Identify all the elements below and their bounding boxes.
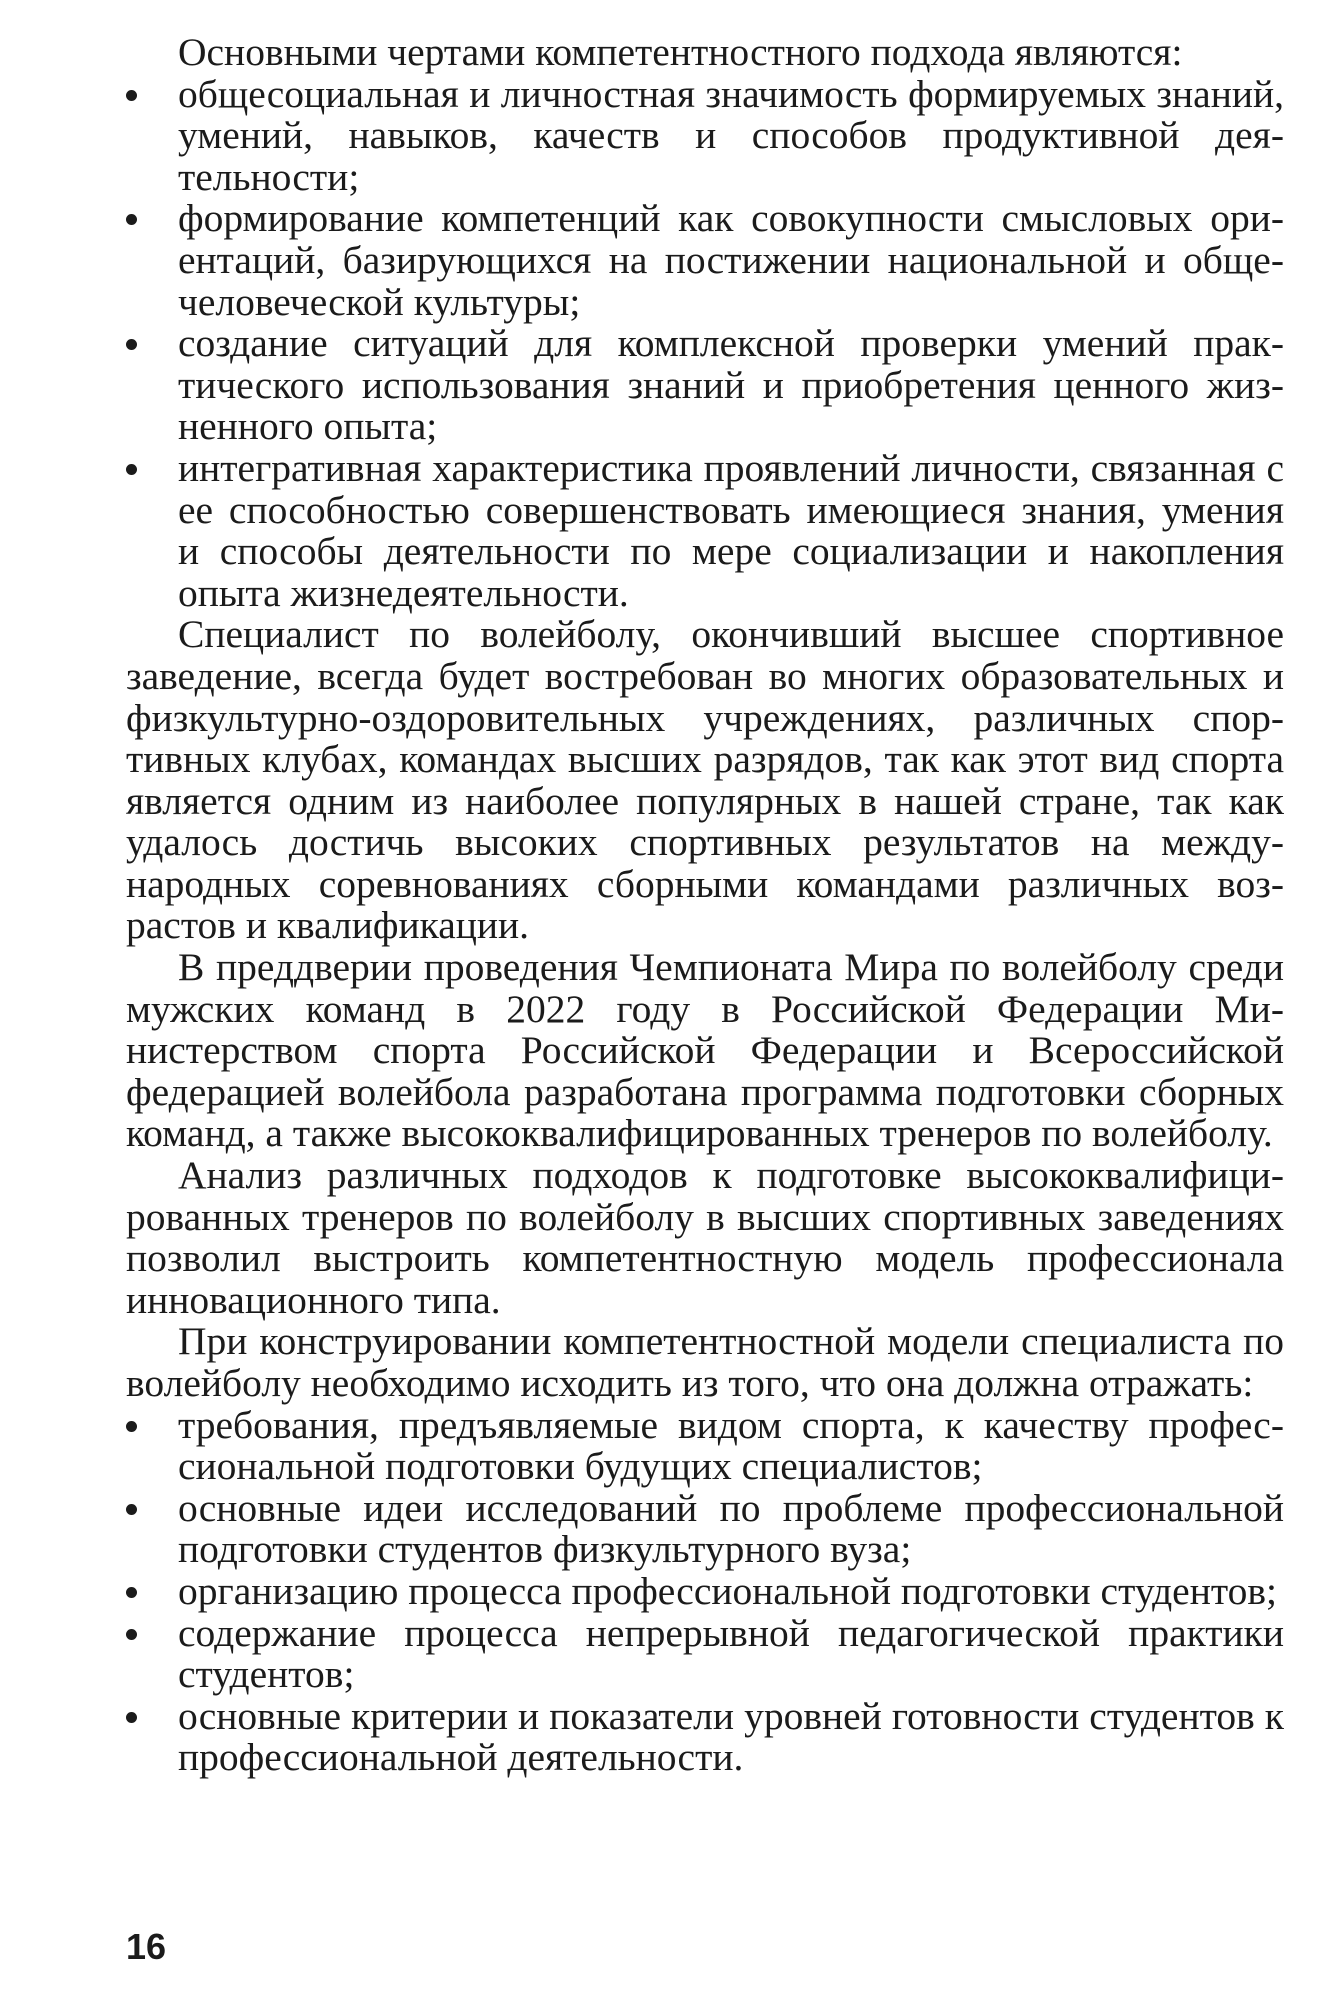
list-item-text: основные идеи исследований по проблеме профессиональной подготовки студентов физкультурного вуза; xyxy=(178,1485,1284,1572)
list-item-text: интегративная характеристика проявлений личности, связанная с ее способностью совершенствовать имеющиеся знания, умения и способы деятельности по мере социализации и накопления опыта жизнедеятельности. xyxy=(178,445,1284,615)
list-item xyxy=(126,1610,1284,1697)
paragraph-specialist: Специалист по волейболу, окончивший высшее спортивное заведение, всегда будет востребован во многих образовательных и физкультурно-оздоровительных учреждениях, различных спортивных клубах, командах высших разрядов, так как этот вид спорта является одним из наиболее популярных в нашей стране, так как удалось достичь высоких спортивных результатов на международных соревнованиях сборными командами различных возрастов и квалификации. xyxy=(126,612,1284,948)
list-item xyxy=(126,1402,1284,1489)
bullet-icon xyxy=(126,339,137,350)
bullet-icon xyxy=(126,1504,137,1515)
page-number: 16 xyxy=(126,1926,167,1967)
bullet-icon xyxy=(126,214,137,225)
features-list xyxy=(126,71,1284,615)
bullet-icon xyxy=(126,1712,137,1723)
list-item xyxy=(126,1568,1284,1613)
list-item-text: формирование компетенций как совокупности смысловых ориентаций, базирующихся на постижении национальной и общечеловеческой культуры; xyxy=(178,196,1284,324)
list-item xyxy=(126,323,1284,448)
list-item xyxy=(126,198,1284,323)
bullet-icon xyxy=(126,90,137,101)
list-item-text: создание ситуаций для комплексной проверки умений практического использования знаний и приобретения ценного жизненного опыта; xyxy=(178,321,1284,449)
list-item xyxy=(126,445,1284,615)
list-item xyxy=(126,1693,1284,1780)
bullet-icon xyxy=(126,1587,137,1598)
model-requirements-list xyxy=(126,1402,1284,1780)
list-item-text: общесоциальная и личностная значимость формируемых знаний, умений, навыков, качеств и способов продуктивной деятельности; xyxy=(178,71,1284,199)
paragraph-model: При конструировании компетентностной модели специалиста по волейболу необходимо исходить из того, что она должна отражать: xyxy=(126,1319,1284,1405)
page-body xyxy=(126,32,1284,1779)
list-item-text: содержание процесса непрерывной педагогической практики студентов; xyxy=(178,1610,1284,1697)
list-item xyxy=(126,71,1284,199)
paragraph-championship: В преддверии проведения Чемпионата Мира по волейболу среди мужских команд в 2022 году в Российской Федерации Министерством спорта Российской Федерации и Всероссийской федерацией волейбола разработана программа подготовки сборных команд, а также высококвалифицированных тренеров по волейболу. xyxy=(126,945,1284,1156)
bullet-icon xyxy=(126,1421,137,1432)
paragraph-analysis: Анализ различных подходов к подготовке высококвалифицированных тренеров по волейболу в высших спортивных заведениях позволил выстроить компетентностную модель профессионала инновационного типа. xyxy=(126,1153,1284,1322)
list-item-text: требования, предъявляемые видом спорта, к качеству профессиональной подготовки будущих специалистов; xyxy=(178,1402,1284,1489)
list-item-text: организацию процесса профессиональной подготовки студентов; xyxy=(178,1568,1277,1613)
intro-paragraph: Основными чертами компетентностного подхода являются: xyxy=(178,30,1183,74)
list-item-text: основные критерии и показатели уровней готовности студентов к профессиональной деятельности. xyxy=(178,1693,1284,1780)
bullet-icon xyxy=(126,464,137,475)
list-item xyxy=(126,1485,1284,1572)
bullet-icon xyxy=(126,1629,137,1640)
